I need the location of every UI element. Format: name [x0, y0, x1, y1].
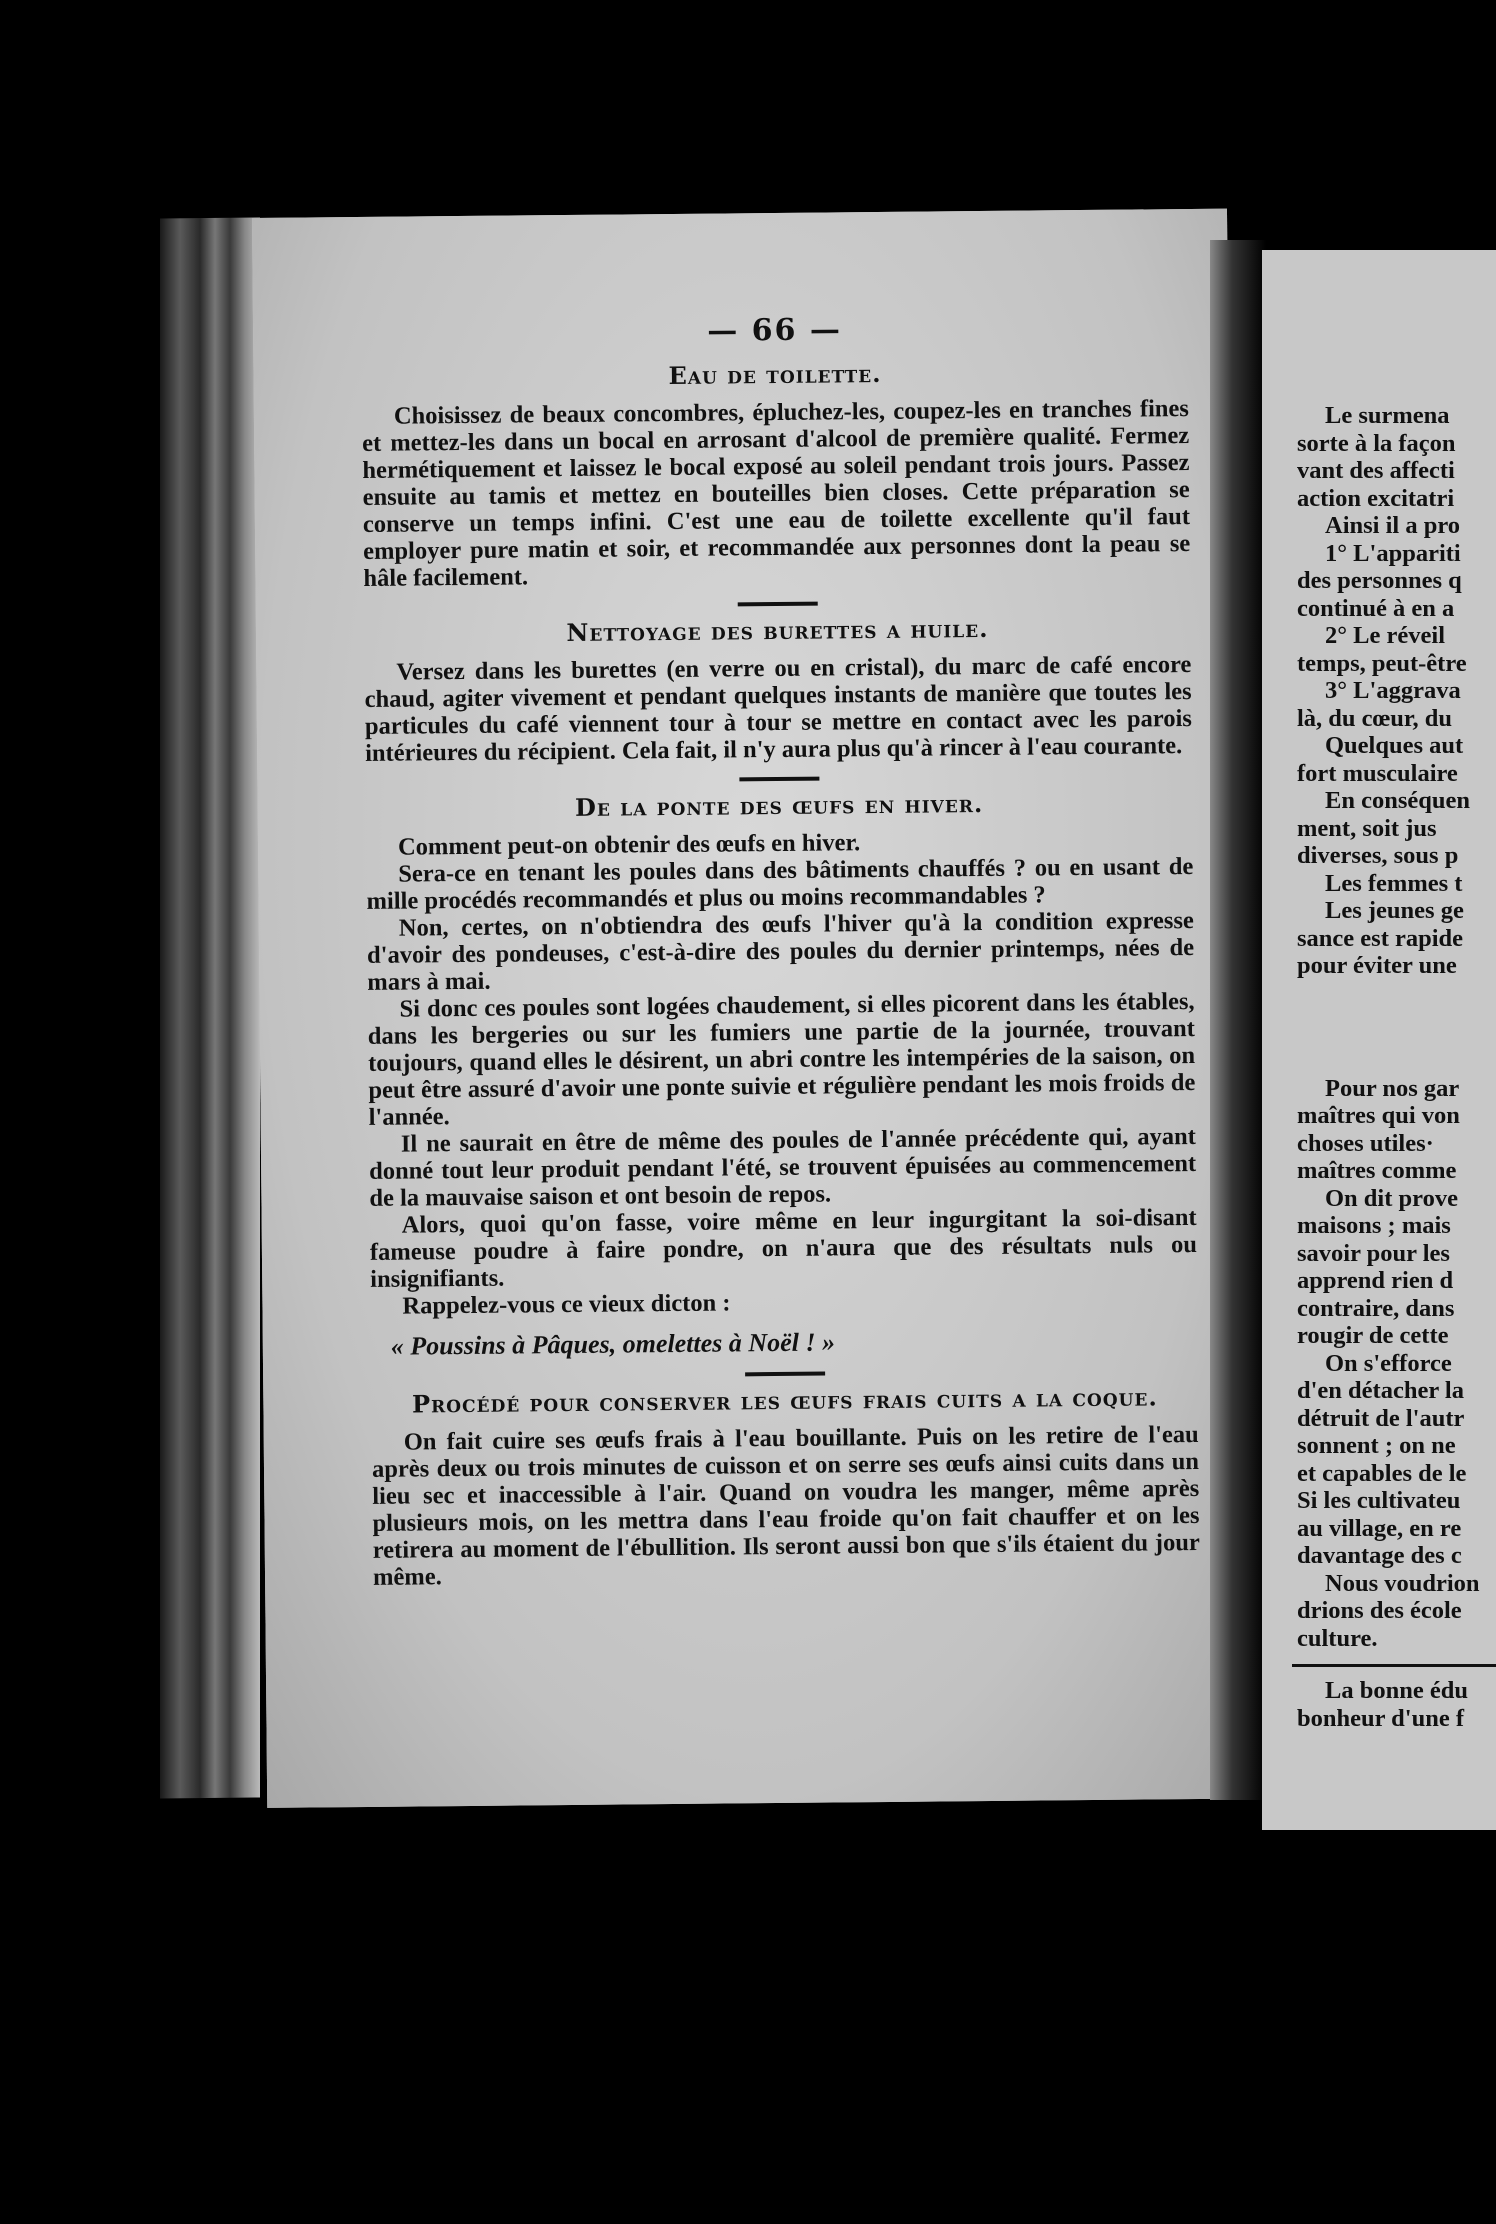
text-line: rougir de cette — [1297, 1322, 1449, 1349]
section-heading-conserver-oeufs: Procédé pour conserver les œufs frais cuits a la coque. — [411, 1382, 1158, 1419]
text-line: En conséquen — [1325, 787, 1471, 814]
paragraph: Alors, quoi qu'on fasse, voire même en leur ingurgitant la soi-disant fameuse poudre à faire pondre, on n'aura que des résultats nuls ou insignifiants. — [369, 1203, 1198, 1293]
text-line: 2° Le réveil — [1325, 622, 1445, 649]
text-line: On dit prove — [1325, 1184, 1458, 1212]
text-line: maisons ; mais — [1297, 1212, 1451, 1239]
text-line: sorte à la façon — [1297, 429, 1456, 457]
text-line: vant des affecti — [1297, 457, 1455, 484]
section-heading-eau-de-toilette: Eau de toilette. — [668, 358, 882, 391]
text-line: des personnes q — [1297, 567, 1462, 594]
section-divider — [737, 602, 817, 607]
text-line: culture. — [1297, 1624, 1378, 1652]
text-line: continué à en a — [1297, 594, 1455, 622]
text-line: choses utiles· — [1297, 1129, 1434, 1157]
text-line: savoir pour les — [1297, 1239, 1450, 1267]
paragraph: Non, certes, on n'obtiendra des œufs l'hiver qu'à la condition expresse d'avoir des pondeuses, c'est-à-dire des poules du dernier printemps, nées de mars à mai. — [366, 906, 1195, 996]
page-number: — 66 — — [707, 312, 843, 349]
text-line: au village, en re — [1297, 1514, 1462, 1542]
text-line: Pour nos gar — [1325, 1074, 1460, 1102]
right-page-bottom-lines — [1297, 1075, 1496, 1653]
text-line: d'en détacher la — [1297, 1377, 1464, 1404]
text-line: sonnent ; on ne — [1297, 1432, 1456, 1459]
text-line: Ainsi il a pro — [1325, 512, 1461, 539]
section-heading-ponte: De la ponte des œufs en hiver. — [574, 789, 984, 822]
blank-gap — [1297, 980, 1496, 1075]
book-spine-edge — [160, 217, 260, 1798]
paragraph: Versez dans les burettes (en verre ou en cristal), du marc de café encore chaud, agiter vivement et pendant quelques instants de manière que toutes les particules du café viennent tour à tour se mettre en contact avec les parois intérieures du récipient. Cela fait, il n'y aura plus qu'à rincer à l'eau courante. — [364, 651, 1192, 767]
section-divider — [1292, 1664, 1496, 1667]
paragraph: Sera-ce en tenant les poules dans des bâtiments chauffés ? ou en usant de mille procédés recommandés et plus ou moins recommandables ? — [366, 852, 1194, 915]
text-line: fort musculaire — [1297, 759, 1458, 787]
text-line: 3° L'aggrava — [1325, 677, 1461, 704]
text-line: ment, soit jus — [1297, 814, 1437, 842]
section-divider — [745, 1372, 825, 1377]
text-line: Les jeunes ge — [1325, 897, 1464, 924]
text-line: Les femmes t — [1325, 869, 1463, 897]
text-line: temps, peut-être — [1297, 649, 1467, 677]
right-page-cropped — [1262, 250, 1496, 1830]
text-line: pour éviter une — [1297, 952, 1457, 979]
text-line: Si les cultivateu — [1297, 1487, 1461, 1514]
text-line: et capables de le — [1297, 1459, 1467, 1487]
left-page — [252, 209, 1242, 1808]
text-line: davantage des c — [1297, 1542, 1462, 1569]
text-line: détruit de l'autr — [1297, 1404, 1465, 1432]
text-line: action excitatri — [1297, 484, 1455, 512]
text-line: Nous voudrion — [1325, 1569, 1480, 1597]
paragraph: Choisissez de beaux concombres, épluchez-les, coupez-les en tranches fines et mettez-les dans un bocal en arrosant d'alcool de première qualité. Fermez hermétiquement et laissez le bocal exposé au soleil pendant trois jours. Passez ensuite au tamis et mettez en bouteilles bien closes. Cette préparation se conserve un temps infini. C'est une eau de toilette excellente qu'il faut employer pure matin et soir, et recommandée aux personnes dont la peau se hâle facilement. — [362, 395, 1191, 592]
text-line: On s'efforce — [1325, 1349, 1452, 1377]
text-line: là, du cœur, du — [1297, 704, 1453, 732]
text-line: maîtres comme — [1297, 1157, 1457, 1184]
paragraph: Il ne saurait en être de même des poules de l'année précédente qui, ayant donné tout leur produit pendant l'été, se trouvent épuisées au commencement de la mauvaise saison et ont besoin de repos. — [369, 1122, 1197, 1212]
text-line: maîtres qui von — [1297, 1102, 1460, 1129]
proverb-quote: « Poussins à Pâques, omelettes à Noël ! » — [390, 1327, 836, 1361]
text-line: sance est rapide — [1297, 924, 1464, 952]
text-line: La bonne édu — [1325, 1677, 1468, 1704]
paragraph: Rappelez-vous ce vieux dicton : — [402, 1289, 731, 1320]
book-gutter — [1210, 240, 1266, 1800]
text-line: diverses, sous p — [1297, 842, 1459, 869]
paragraph: Comment peut-on obtenir des œufs en hiver. — [397, 829, 861, 861]
text-line: Quelques aut — [1325, 732, 1464, 759]
text-line: bonheur d'une f — [1297, 1704, 1465, 1732]
paragraph: On fait cuire ses œufs frais à l'eau bouillante. Puis on les retire de l'eau après deux ou trois minutes de cuisson et on serre ses œufs ainsi cuits dans un lieu sec et inaccessible à l'air. Quand on voudra les manger, même après plusieurs mois, on les mettra dans l'eau froide qu'on fait chauffer et on les retirera au moment de l'ébullition. Ils seront aussi bon que s'ils étaient du jour même. — [371, 1420, 1200, 1591]
section-divider — [739, 777, 819, 782]
text-line: contraire, dans — [1297, 1294, 1455, 1322]
text-line: Le surmena — [1325, 402, 1450, 429]
section-heading-burettes: Nettoyage des burettes a huile. — [566, 613, 989, 647]
text-line: apprend rien d — [1297, 1267, 1454, 1294]
text-line: 1° L'appariti — [1325, 539, 1461, 567]
right-page-top-lines — [1297, 402, 1496, 980]
text-line: drions des école — [1297, 1597, 1462, 1624]
right-page-after-rule-lines — [1297, 1677, 1496, 1732]
paragraph: Si donc ces poules sont logées chaudement, si elles picorent dans les étables, dans les bergeries ou sur les fumiers une partie de la journée, trouvant toujours, quand elles le désirent, un abri contre les intempéries de la saison, on peut être assuré d'avoir une ponte suivie et régulière pendant les mois froids de l'année. — [367, 987, 1196, 1131]
